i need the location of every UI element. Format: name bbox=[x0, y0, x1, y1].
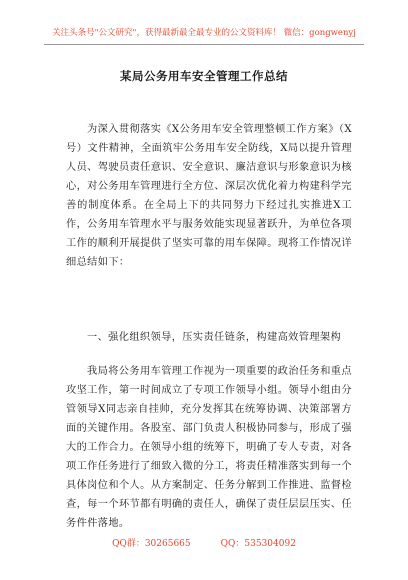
paragraph-intro: 为深入贯彻落实《X公务用车安全管理整顿工作方案》（X号）文件精神，全面筑牢公务用车安全防线，X局以提升管理人员、驾驶员责任意识、安全意识、廉洁意识与形象意识为核心，对公务用车管理进行全方位、深层次优化着力构建科学完善的制度体系。在全局上下的共同努力下经过扎实推进X工作，公务用车管理水平与服务效能实现显著跃升，为单位各项工作的顺利开展提供了坚实可靠的用车保障。现将工作情况详细总结如下： bbox=[66, 124, 352, 268]
header-banner: 关注头条号"公文研究"，获得最新最全最专业的公文资料库！ 微信：gongwenyj bbox=[52, 28, 356, 38]
section-heading-1: 一、强化组织领导，压实责任链条，构建高效管理架构 bbox=[87, 332, 342, 343]
footer-contact bbox=[0, 536, 408, 549]
document-title: 某局公务用车安全管理工作总结 bbox=[120, 69, 288, 83]
paragraph-section-1: 我局将公务用车管理工作视为一项重要的政治任务和重点攻坚工作，第一时间成立了专项工作领导小组。领导小组由分管领导X同志亲自挂帅，充分发挥其在统筹协调、决策部署方面的关键作用。各股室、部门负责人积极协同参与，形成了强大的工作合力。在领导小组的统筹下，明确了专人专责，对各项工作任务进行了细致入微的分工，将责任精准落实到每一个具体岗位和个人。从方案制定、任务分解到工作推进、监督检查，每一个环节都有明确的责任人，确保了责任层层压实、任务件件落地。 bbox=[66, 366, 352, 529]
footer-qq-number: QQ：535304092 bbox=[220, 539, 296, 549]
header-divider bbox=[44, 44, 364, 45]
footer-qq-group: QQ群：30265665 bbox=[112, 539, 191, 549]
